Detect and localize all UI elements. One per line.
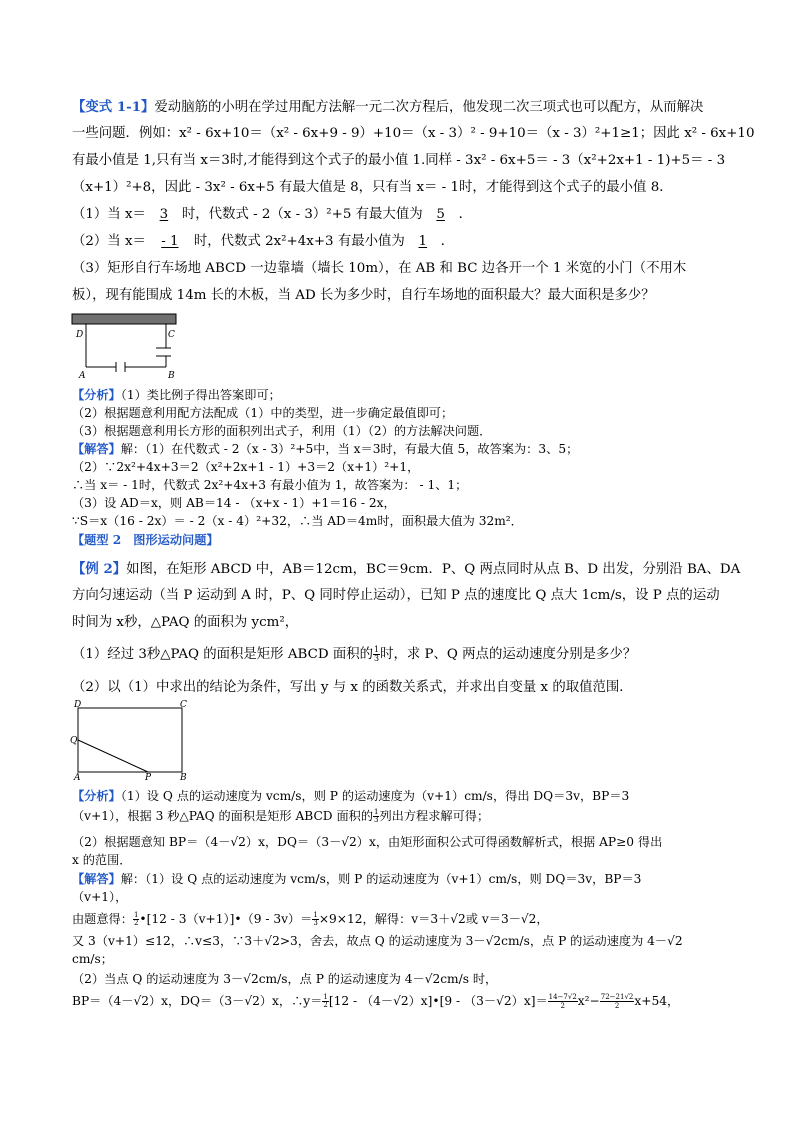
example-answer-line-7: BP＝（4－√2）x，DQ＝（3－√2）x，∴y＝ $\frac{1}{2}$ [12 - （4－√2）x]•[9 - （3－√2）x]＝ $\frac{14-7√2}{2}$ x²− $\frac{72-21√2}{2}$ x+54，	[72, 993, 680, 1010]
example-question-2: （2）以（1）中求出的结论为条件，写出 y 与 x 的函数关系式，并求出自变量 x 的取值范围．	[72, 680, 633, 695]
label-p: P	[145, 773, 152, 780]
example-analysis-line-4: x 的范围．	[72, 853, 132, 867]
segment-pq	[78, 740, 148, 772]
label-b: B	[168, 371, 175, 381]
topic-heading: 【题型 2 图形运动问题】	[72, 533, 219, 547]
label-a: A	[74, 773, 81, 780]
label-d: D	[76, 330, 84, 340]
variant-answer-line-4: （3）设 AD＝x，则 AB＝14 - （x+x - 1）+1＝16 - 2x，	[72, 496, 396, 510]
variant-line-3: 有最小值是 1,只有当 x＝3时,才能得到这个式子的最小值 1.同样 - 3x² - 6x+5＝ - 3（x²+2x+1 - 1)+5＝ - 3	[72, 153, 726, 168]
variant-question-3-line-1: （3）矩形自行车场地 ABCD 一边靠墙（墙长 10m），在 AB 和 BC 边各开一个 1 米宽的小门（不用木	[72, 261, 687, 276]
example-analysis-line-2: （v+1），根据 3 秒△PAQ 的面积是矩形 ABCD 面积的 $\frac{1}{3}$ 列出方程求解可得；	[72, 808, 490, 824]
label-c: C	[180, 700, 187, 710]
answer-blank: 1	[418, 234, 428, 249]
example-answer-line-6: （2）当点 Q 的运动速度为 3－√2cm/s，点 P 的运动速度为 4－√2cm/s 时，	[72, 972, 498, 986]
fraction-coefficient-x: $\frac{72-21√2}{2}$	[600, 993, 634, 1010]
answer-tag: 【解答】	[72, 872, 121, 886]
example-answer-line-3: 由题意得： $\frac{1}{2}$ •[12 - 3（v+1）]•（9 - 3v）＝ $\frac{1}{3}$ ×9×12，解得：v＝3＋√2或 v＝3－√2，	[72, 911, 549, 927]
rectangle-abcd	[78, 708, 182, 772]
variant-line-1: 【变式 1-1】爱动脑筋的小明在学过用配方法解一元二次方程后，他发现二次三项式也可以配方，从而解决	[72, 99, 704, 115]
variant-line-4: （x+1）²+8，因此 - 3x² - 6x+5 有最大值是 8，只有当 x＝ - 1时，才能得到这个式子的最小值 8．	[72, 180, 673, 195]
fraction-one-third: $\frac{1}{3}$	[374, 645, 380, 663]
wall	[72, 314, 176, 324]
example-line-1: 【例 2】如图，在矩形 ABCD 中，AB＝12cm，BC＝9cm．P、Q 两点同时从点 B、D 出发，分别沿 BA、DA	[72, 561, 741, 577]
variant-analysis-line-3: （3）根据题意利用长方形的面积列出式子，利用（1）（2）的方法解决问题．	[72, 424, 492, 438]
answer-tag: 【解答】	[72, 442, 121, 456]
example-analysis-line-1: 【分析】（1）设 Q 点的运动速度为 vcm/s，则 P 的运动速度为（v+1）cm/s，得出 DQ＝3v，BP＝3	[72, 789, 630, 803]
fraction-one-third: $\frac{1}{3}$	[374, 808, 379, 824]
variant-answer-line-2: （2）∵2x²+4x+3＝2（x²+2x+1 - 1）+3＝2（x+1）²+1，	[72, 460, 420, 474]
answer-blank: 3	[159, 207, 169, 222]
analysis-tag: 【分析】	[72, 789, 121, 803]
variant-analysis-line-1: 【分析】（1）类比例子得出答案即可；	[72, 388, 281, 402]
example-analysis-line-3: （2）根据题意知 BP＝（4－√2）x，DQ＝（3－√2）x，由矩形面积公式可得函数解析式，根据 AP≥0 得出	[72, 835, 663, 849]
fraction-one-half: $\frac{1}{2}$	[133, 911, 139, 927]
example-answer-line-4: 又 3（v+1）≤12，∴v≤3，∵3＋√2>3，舍去，故点 Q 的运动速度为 3－√2cm/s，点 P 的运动速度为 4－√2	[72, 934, 683, 948]
label-a: A	[79, 371, 86, 381]
analysis-tag: 【分析】	[72, 388, 121, 402]
fraction-coefficient-x-squared: $\frac{14-7√2}{2}$	[548, 993, 577, 1010]
example-line-3: 时间为 x秒，△PAQ 的面积为 ycm²，	[72, 615, 299, 630]
variant-answer-line-3: ∴当 x＝ - 1时，代数式 2x²+4x+3 有最小值为 1，故答案为： - 1、1；	[72, 478, 468, 492]
variant-answer-line-5: ∵S＝x（16 - 2x）＝ - 2（x - 4）²+32，∴当 AD＝4m时，面积最大值为 32m²．	[72, 514, 523, 528]
example-answer-line-5: cm/s；	[72, 952, 113, 966]
fraction-one-third: $\frac{1}{3}$	[313, 911, 318, 927]
bike-yard-figure	[70, 312, 182, 382]
example-answer-line-2: （v+1），	[72, 890, 128, 904]
variant-question-2: （2）当 x＝ - 1 时，代数式 2x²+4x+3 有最小值为 1 ．	[72, 232, 454, 252]
variant-question-3-line-2: 板），现有能围成 14m 长的木板，当 AD 长为多少时，自行车场地的面积最大？最大面积是多少？	[72, 288, 655, 303]
example-question-1: （1）经过 3秒△PAQ 的面积是矩形 ABCD 面积的 $\frac{1}{3}$ 时，求 P、Q 两点的运动速度分别是多少？	[72, 645, 637, 663]
variant-question-1: （1）当 x＝ 3 时，代数式 - 2（x - 3）²+5 有最大值为 5 ．	[72, 205, 472, 225]
fraction-one-half: $\frac{1}{2}$	[323, 993, 328, 1009]
answer-blank: - 1	[161, 234, 179, 249]
variant-tag: 【变式 1-1】	[72, 99, 155, 115]
rectangle-figure	[70, 700, 190, 780]
example-line-2: 方向匀速运动（当 P 运动到 A 时，P、Q 同时停止运动），已知 P 点的速度比 Q 点大 1cm/s，设 P 点的运动	[72, 588, 720, 603]
example-answer-line-1: 【解答】解：（1）设 Q 点的运动速度为 vcm/s，则 P 的运动速度为（v+1）cm/s，则 DQ＝3v，BP＝3	[72, 872, 642, 886]
answer-blank: 5	[436, 207, 445, 222]
variant-line-2: 一些问题．例如：x² - 6x+10＝（x² - 6x+9 - 9）+10＝（x - 3）² - 9+10＝（x - 3）²+1≥1；因此 x² - 6x+10	[72, 126, 755, 141]
variant-analysis-line-2: （2）根据题意利用配方法配成（1）中的类型，进一步确定最值即可；	[72, 406, 454, 420]
variant-answer-line-1: 【解答】解：（1）在代数式 - 2（x - 3）²+5中，当 x＝3时，有最大值 5，故答案为：3、5；	[72, 442, 579, 456]
label-c: C	[168, 330, 175, 340]
example-tag: 【例 2】	[72, 561, 127, 577]
label-q: Q	[70, 736, 78, 746]
label-b: B	[180, 773, 187, 780]
label-d: D	[74, 700, 82, 710]
